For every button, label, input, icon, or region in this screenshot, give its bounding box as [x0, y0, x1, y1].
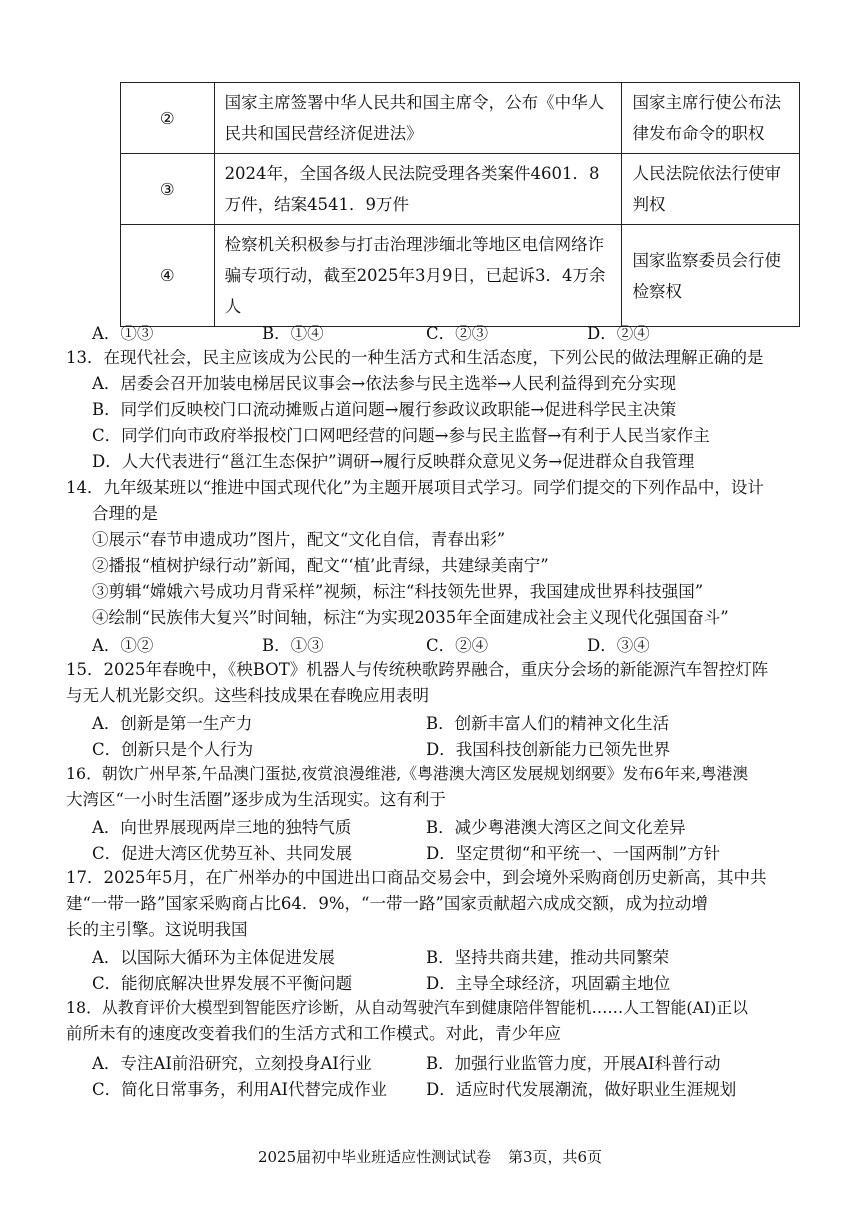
q13-option-a: A．居委会召开加装电梯居民议事会→依法参与民主选举→人民利益得到充分实现: [92, 374, 677, 393]
row-material: 国家主席签署中华人民共和国主席令，公布《中华人民共和国民营经济促进法》: [214, 83, 622, 154]
page-number: 第3页，共6页: [507, 1148, 603, 1166]
q13-option-b: B．同学们反映校门口流动摊贩占道问题→履行参政议政职能→促进科学民主决策: [92, 400, 677, 419]
q13-stem: 13．在现代社会，民主应该成为公民的一种生活方式和生活态度，下列公民的做法理解正确的是: [66, 348, 764, 367]
option-b: B．减少粤港澳大湾区之间文化差异: [426, 818, 686, 837]
row-material: 2024年，全国各级人民法院受理各类案件4601．8万件，结案4541．9万件: [214, 154, 622, 225]
row-number: ②: [121, 83, 215, 154]
q14-item-2: ②播报“植树护绿行动”新闻，配文“‘植’此青绿，共建绿美南宁”: [92, 556, 549, 575]
q17-stem-cont: 建“一带一路”国家采购商占比64．9%，“一带一路”国家贡献超六成成交额，成为拉动增: [66, 894, 708, 913]
q14-item-3: ③剪辑“嫦娥六号成功月背采样”视频，标注“科技领先世界，我国建成世界科技强国”: [92, 582, 704, 601]
q17-stem-cont2: 长的主引擎。这说明我国: [66, 920, 248, 939]
row-number: ③: [121, 154, 215, 225]
q15-stem-cont: 与无人机光影交织。这些科技成果在春晚应用表明: [66, 686, 429, 705]
q16-stem: 16．朝饮广州早茶,午品澳门蛋挞,夜赏浪漫维港,《粤港澳大湾区发展规划纲要》发布6年来,粤港澳: [66, 764, 749, 783]
q14-stem: 14．九年级某班以“推进中国式现代化”为主题开展项目式学习。同学们提交的下列作品中，设计: [66, 478, 764, 497]
option-b: B．创新丰富人们的精神文化生活: [426, 714, 670, 733]
option-a: A．以国际大循环为主体促进发展: [92, 948, 335, 967]
option-b: B．①④: [262, 324, 324, 343]
q16-stem-cont: 大湾区“一小时生活圈”逐步成为生活现实。这有利于: [66, 790, 446, 809]
option-d: D．我国科技创新能力已领先世界: [426, 740, 671, 759]
option-a: A．①③: [92, 324, 154, 343]
q14-stem-cont: 合理的是: [92, 504, 158, 523]
option-d: D．②④: [587, 324, 650, 343]
option-a: A．①②: [92, 636, 154, 655]
q14-item-4: ④绘制“民族伟大复兴”时间轴，标注“为实现2035年全面建成社会主义现代化强国奋斗”: [92, 608, 729, 627]
option-c: C．简化日常事务，利用AI代替完成作业: [92, 1080, 388, 1099]
table-row: [121, 83, 800, 154]
option-b: B．①③: [262, 636, 324, 655]
option-c: C．②③: [426, 324, 489, 343]
option-d: D．③④: [587, 636, 650, 655]
option-a: A．向世界展现两岸三地的独特气质: [92, 818, 352, 837]
row-material: 检察机关积极参与打击治理涉缅北等地区电信网络诈骗专项行动，截至2025年3月9日，已起诉3．4万余人: [214, 225, 622, 327]
option-d: D．适应时代发展潮流，做好职业生涯规划: [426, 1080, 737, 1099]
option-d: D．主导全球经济，巩固霸主地位: [426, 974, 671, 993]
footer-title: 2025届初中毕业班适应性测试试卷: [257, 1148, 492, 1166]
table-row: [121, 154, 800, 225]
q13-option-c: C．同学们向市政府举报校门口网吧经营的问题→参与民主监督→有利于人民当家作主: [92, 426, 710, 445]
q13-option-d: D．人大代表进行“邕江生态保护”调研→履行反映群众意见义务→促进群众自我管理: [92, 452, 695, 471]
row-conclusion: 国家主席行使公布法律发布命令的职权: [622, 83, 800, 154]
row-conclusion: 国家监察委员会行使检察权: [622, 225, 800, 327]
q18-stem: 18．从教育评价大模型到智能医疗诊断，从自动驾驶汽车到健康陪伴智能机……人工智能(AI)正以: [66, 998, 748, 1017]
option-c: C．促进大湾区优势互补、共同发展: [92, 844, 353, 863]
q18-stem-cont: 前所未有的速度改变着我们的生活方式和工作模式。对此，青少年应: [66, 1024, 561, 1043]
option-c: C．能彻底解决世界发展不平衡问题: [92, 974, 353, 993]
q15-stem: 15．2025年春晚中，《秧BOT》机器人与传统秧歌跨界融合，重庆分会场的新能源汽车智控灯阵: [66, 660, 769, 679]
option-d: D．坚定贯彻“和平统一、一国两制”方针: [426, 844, 721, 863]
option-c: C．创新只是个人行为: [92, 740, 254, 759]
option-c: C．②④: [426, 636, 489, 655]
q17-stem: 17．2025年5月，在广州举办的中国进出口商品交易会中，到会境外采购商创历史新高，其中共: [66, 868, 767, 887]
table-row: [121, 225, 800, 327]
row-conclusion: 人民法院依法行使审判权: [622, 154, 800, 225]
option-a: A．创新是第一生产力: [92, 714, 253, 733]
option-b: B．坚持共商共建，推动共同繁荣: [426, 948, 670, 967]
material-table: [120, 82, 800, 327]
row-number: ④: [121, 225, 215, 327]
q14-item-1: ①展示“春节申遗成功”图片，配文“文化自信，青春出彩”: [92, 530, 506, 549]
option-a: A．专注AI前沿研究，立刻投身AI行业: [92, 1054, 372, 1073]
option-b: B．加强行业监管力度，开展AI科普行动: [426, 1054, 721, 1073]
page-footer: [0, 1146, 860, 1167]
